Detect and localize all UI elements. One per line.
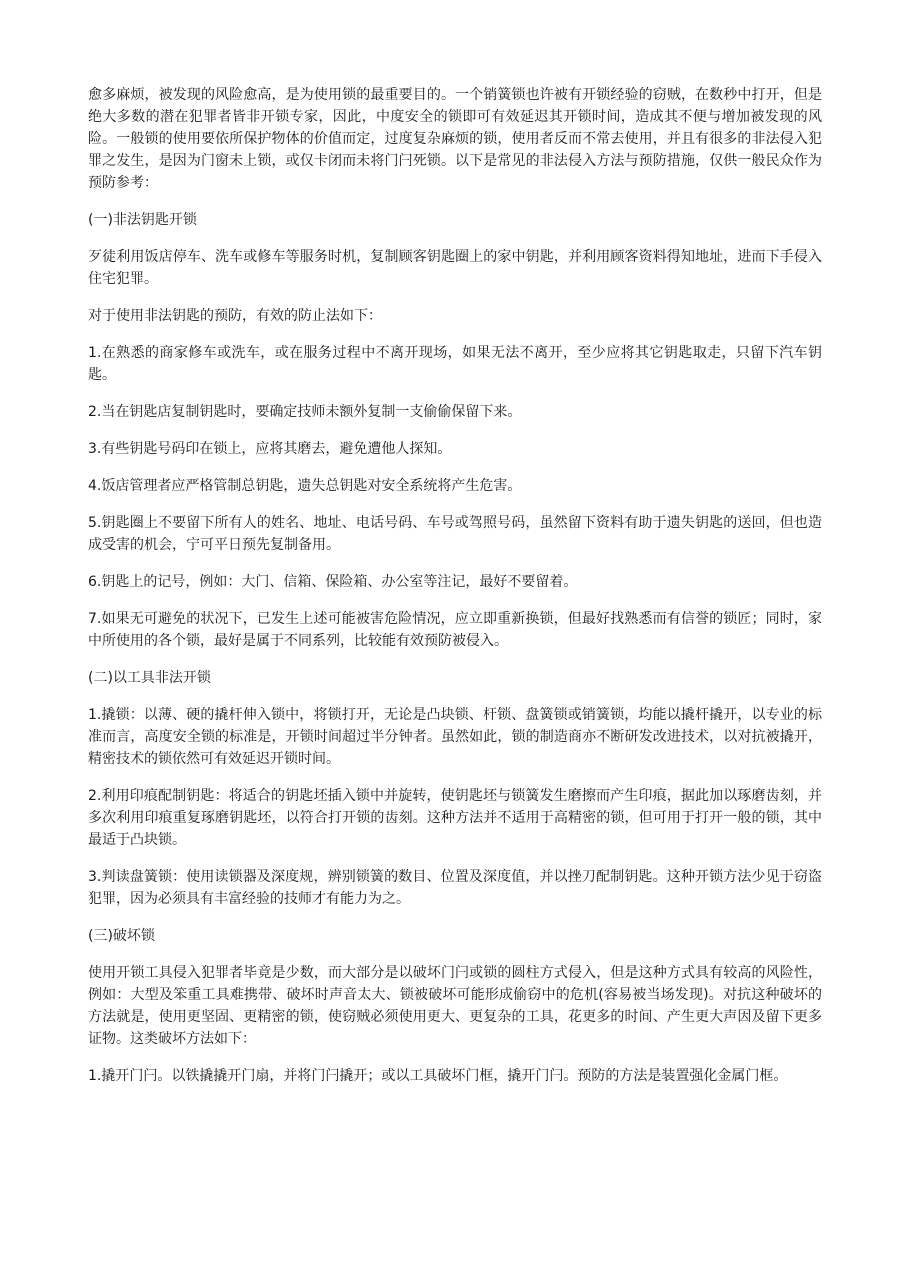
list-item: 5.钥匙圈上不要留下所有人的姓名、地址、电话号码、车号或驾照号码，虽然留下资料有助于遗失钥匙的送回，但也造成受害的机会，宁可平日预先复制备用。 — [88, 515, 822, 553]
list-item: 1.撬开门闩。以铁撬撬开门扇，并将门闩撬开；或以工具破坏门框，撬开门闩。预防的方法是装置强化金属门框。 — [88, 1068, 788, 1084]
list-item: 3.有些钥匙号码印在锁上，应将其磨去，避免遭他人探知。 — [88, 441, 452, 457]
list-item: 1.撬锁：以薄、硬的撬杆伸入锁中，将锁打开，无论是凸块锁、杆锁、盘簧锁或销簧锁，均能以撬杆撬开，以专业的标准而言，高度安全锁的标准是，开锁时间超过半分钟者。虽然如此，锁的制造商亦不断研发改进技术，以对抗被撬开，精密技术的锁依然可有效延迟开锁时间。 — [88, 707, 822, 767]
paragraph: 歹徒利用饭店停车、洗车或修车等服务时机，复制顾客钥匙圈上的家中钥匙，并利用顾客资料得知地址，进而下手侵入住宅犯罪。 — [88, 249, 822, 287]
list-item: 2.利用印痕配制钥匙：将适合的钥匙坯插入锁中并旋转，使钥匙坯与锁簧发生磨擦而产生印痕，据此加以琢磨齿刻，并多次利用印痕重复琢磨钥匙坯，以符合打开锁的齿刻。这种方法并不适用于高精密的锁，但可用于打开一般的锁，其中最适于凸块锁。 — [88, 788, 822, 848]
intro-paragraph: 愈多麻烦，被发现的风险愈高，是为使用锁的最重要目的。一个销簧锁也许被有开锁经验的窃贼，在数秒中打开，但是绝大多数的潜在犯罪者皆非开锁专家，因此，中度安全的锁即可有效延迟其开锁时间，造成其不便与增加被发现的风险。一般锁的使用要依所保护物体的价值而定，过度复杂麻烦的锁，使用者反而不常去使用，并且有很多的非法侵入犯罪之发生，是因为门窗未上锁，或仅卡闭而未将门闩死锁。以下是常见的非法侵入方法与预防措施，仅供一般民众作为预防参考： — [88, 87, 822, 191]
list-item: 4.饭店管理者应严格管制总钥匙，遗失总钥匙对安全系统将产生危害。 — [88, 478, 522, 494]
list-item: 6.钥匙上的记号，例如：大门、信箱、保险箱、办公室等注记，最好不要留着。 — [88, 574, 578, 590]
list-item: 2.当在钥匙店复制钥匙时，要确定技师未额外复制一支偷偷保留下来。 — [88, 404, 522, 420]
section-heading-lock-destruction: (三)破坏锁 — [88, 928, 155, 944]
paragraph: 对于使用非法钥匙的预防，有效的防止法如下： — [88, 308, 382, 324]
list-item: 7.如果无可避免的状况下，已发生上述可能被害危险情况，应立即重新换锁，但最好找熟悉而有信誉的锁匠；同时，家中所使用的各个锁，最好是属于不同系列，比较能有效预防被侵入。 — [88, 611, 822, 649]
list-item: 3.判读盘簧锁：使用读锁器及深度规，辨别锁簧的数目、位置及深度值，并以挫刀配制钥匙。这种开锁方法少见于窃盗犯罪，因为必须具有丰富经验的技师才有能力为之。 — [88, 869, 822, 907]
section-heading-illegal-keys: (一)非法钥匙开锁 — [88, 212, 197, 228]
paragraph: 使用开锁工具侵入犯罪者毕竟是少数，而大部分是以破坏门闩或锁的圆柱方式侵入，但是这种方式具有较高的风险性，例如：大型及笨重工具难携带、破坏时声音太大、锁被破坏可能形成偷窃中的危机(容易被当场发现)。对抗这种破坏的方法就是，使用更坚固、更精密的锁，使窃贼必须使用更大、更复杂的工具，花更多的时间、产生更大声因及留下更多证物。这类破坏方法如下： — [88, 965, 822, 1047]
list-item: 1.在熟悉的商家修车或洗车，或在服务过程中不离开现场，如果无法不离开，至少应将其它钥匙取走，只留下汽车钥匙。 — [88, 345, 822, 383]
section-heading-tool-picking: (二)以工具非法开锁 — [88, 670, 211, 686]
